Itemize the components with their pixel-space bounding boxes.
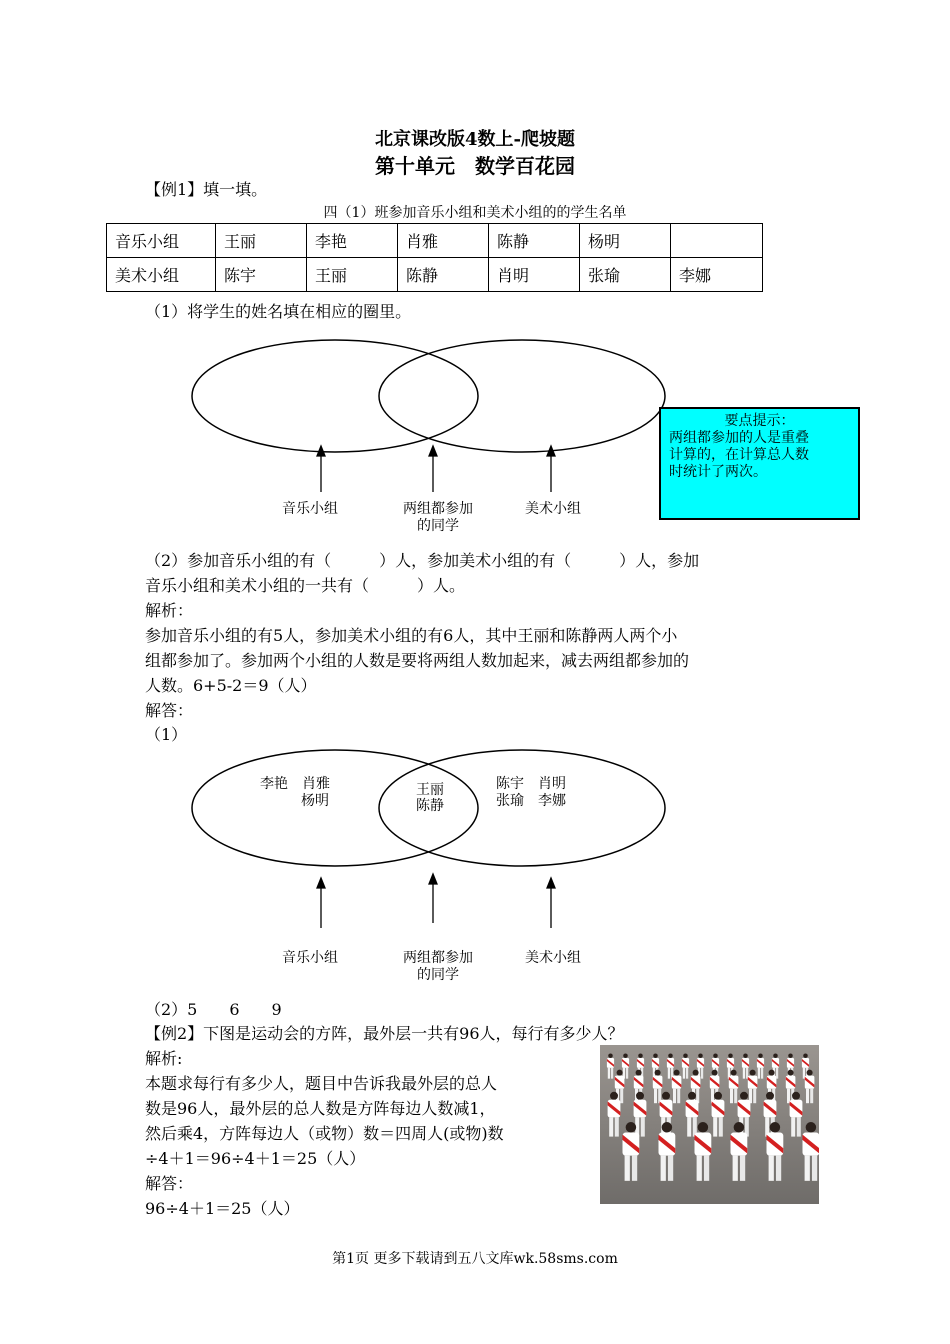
analysis-line: 参加音乐小组的有5人，参加美术小组的有6人，其中王丽和陈静两人两个小 (145, 626, 678, 645)
table-cell: 张瑜 (580, 258, 671, 292)
table-cell: 李艳 (307, 224, 398, 258)
table-cell: 陈静 (398, 258, 489, 292)
analysis-label: 解析： (145, 601, 194, 620)
photo-illustration (600, 1045, 819, 1204)
label-music-group: 音乐小组 (282, 950, 338, 966)
unit-title: 第十单元 数学百花园 (375, 154, 575, 178)
art-circle (379, 340, 665, 452)
table-cell: 李娜 (671, 258, 763, 292)
question-2-line2: 音乐小组和美术小组的一共有（ ）人。 (145, 576, 466, 595)
label-music-group: 音乐小组 (282, 501, 338, 517)
table-cell (671, 224, 763, 258)
roster-table (106, 223, 763, 292)
table-cell: 陈宇 (216, 258, 307, 292)
document-title: 北京课改版4数上-爬坡题 (375, 129, 575, 150)
answer-part-2: （2）5 6 9 (145, 1000, 282, 1019)
table-cell: 王丽 (216, 224, 307, 258)
answer-art-names-1: 陈宇 肖明 (496, 776, 566, 792)
arrow-head (429, 446, 437, 456)
analysis-line: 数是96人，最外层的总人数是方阵每边人数减1， (145, 1099, 496, 1118)
marching-formation-photo (600, 1045, 819, 1204)
question-1: （1）将学生的姓名填在相应的圈里。 (145, 302, 412, 321)
table-cell: 王丽 (307, 258, 398, 292)
answer-art-names-2: 张瑜 李娜 (496, 793, 566, 809)
answer-music-names-1: 李艳 肖雅 (260, 776, 330, 792)
label-both-line2: 的同学 (417, 518, 459, 534)
tip-title: 要点提示： (724, 413, 795, 429)
table-cell: 肖雅 (398, 224, 489, 258)
table-cell: 音乐小组 (107, 224, 216, 258)
tip-line: 两组都参加的人是重叠 (669, 430, 809, 446)
table-row (107, 258, 763, 292)
analysis-line: 人数。6+5-2＝9（人） (145, 676, 317, 695)
table-cell: 杨明 (580, 224, 671, 258)
example2-heading: 【例2】下图是运动会的方阵，最外层一共有96人，每行有多少人？ (145, 1024, 624, 1043)
answer-both-names-1: 王丽 (416, 782, 444, 798)
label-both-line1: 两组都参加 (403, 501, 473, 517)
analysis-line: 然后乘4，方阵每边人（或物）数＝四周人(或物)数 (145, 1124, 504, 1143)
table-row (107, 224, 763, 258)
answer-both-names-2: 陈静 (416, 798, 444, 814)
table-cell: 陈静 (489, 224, 580, 258)
table-caption: 四（1）班参加音乐小组和美术小组的的学生名单 (323, 205, 627, 221)
example2-answer-label: 解答： (145, 1174, 194, 1193)
page-footer: 第1页 更多下载请到五八文库wk.58sms.com (332, 1251, 618, 1267)
label-both-line1: 两组都参加 (403, 950, 473, 966)
analysis-line: ÷4＋1＝96÷4＋1＝25（人） (145, 1149, 366, 1168)
label-art-group: 美术小组 (525, 950, 581, 966)
answer-part-1: （1） (145, 725, 188, 744)
analysis-line: 本题求每行有多少人，题目中告诉我最外层的总人 (145, 1074, 498, 1093)
label-both-line2: 的同学 (417, 967, 459, 983)
question-2-line1: （2）参加音乐小组的有（ ）人，参加美术小组的有（ ）人，参加 (145, 551, 700, 570)
example2-analysis-label: 解析: (145, 1049, 183, 1068)
table-cell: 美术小组 (107, 258, 216, 292)
answer-label: 解答： (145, 701, 194, 720)
example1-heading: 【例1】填一填。 (145, 180, 268, 199)
label-art-group: 美术小组 (525, 501, 581, 517)
music-circle (192, 340, 478, 452)
example2-answer: 96÷4＋1＝25（人） (145, 1199, 300, 1218)
venn-diagram-answer (0, 740, 950, 940)
answer-music-names-2: 杨明 (301, 793, 329, 809)
arrow-head (429, 874, 437, 884)
tip-line: 计算的，在计算总人数 (669, 447, 809, 463)
arrow-head (547, 878, 555, 888)
table-cell: 肖明 (489, 258, 580, 292)
tip-box (659, 407, 860, 520)
tip-line: 时统计了两次。 (669, 464, 767, 480)
analysis-line: 组都参加了。参加两个小组的人数是要将两组人数加起来，减去两组都参加的 (145, 651, 690, 670)
arrow-head (317, 878, 325, 888)
